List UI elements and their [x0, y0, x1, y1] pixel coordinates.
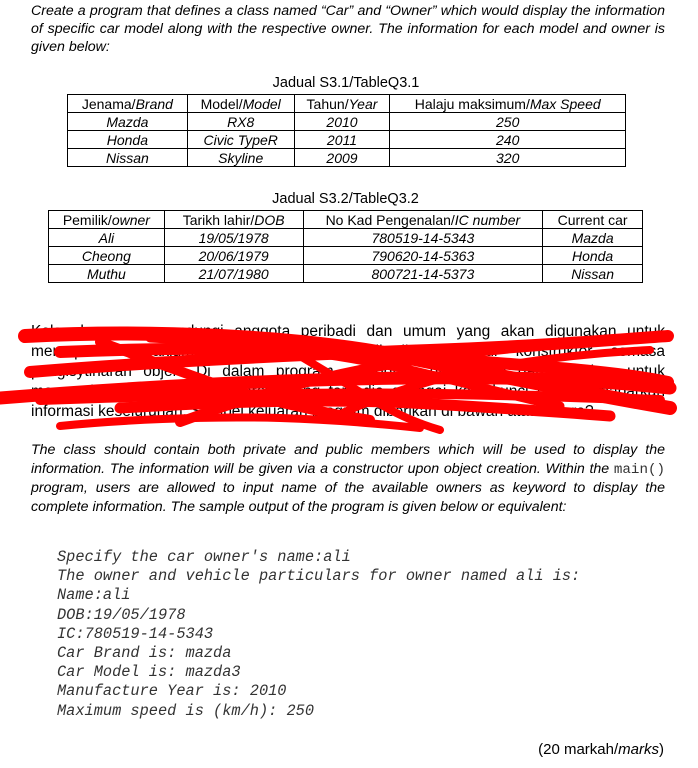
table-cell: Honda [543, 247, 643, 265]
table-cell: 19/05/1978 [164, 229, 303, 247]
column-header-label: Halaju maksimum/ [414, 95, 530, 112]
table-cell: Ali [49, 229, 165, 247]
table-cell: Honda [68, 131, 188, 149]
table-cell: 240 [390, 131, 626, 149]
table-cell: 780519-14-5343 [303, 229, 543, 247]
malay-text: Kelas harus mengandungi anggota peribadi dan umum yang akan digunakan untuk memaparkan maklumat. Maklumat akan diberikan melalui konstruktor semasa pengisytiharan objek. Di dalam program, pengguna dibenarkan dan diizinkan untuk memasukkan nama pemilik kereta yang tersedia sebagai kata kunci bagi memaparkan informasi keseluruhan. Sampel keluaran program diberikan di bawah atau setara? [31, 323, 665, 420]
table-cell: 790620-14-5363 [303, 247, 543, 265]
output-line: Car Brand is: mazda [57, 644, 232, 663]
marks-close: ) [659, 741, 664, 758]
column-header-label: Tahun/ [306, 95, 349, 112]
intro-text: Create a program that defines a class named “Car” and “Owner” which would display the information of specific car model along with the respective owner. The information for each model and owner is given below: [31, 3, 665, 55]
column-header-en: IC number [454, 211, 521, 228]
output-line: Car Model is: mazda3 [57, 663, 241, 682]
column-header-label: Pemilik/ [62, 211, 112, 228]
output-line: Maximum speed is (km/h): 250 [57, 701, 315, 720]
table2-caption: Jadual S3.2/TableQ3.2 [272, 191, 419, 207]
table-cell: Civic TypeR [187, 131, 294, 149]
table1-caption: Jadual S3.1/TableQ3.1 [272, 75, 420, 91]
column-header-label: Model/ [200, 95, 243, 112]
table-cell: Nissan [68, 149, 188, 167]
marks-main: (20 markah/ [538, 741, 619, 758]
column-header-label: No Kad Pengenalan/ [325, 211, 455, 228]
column-header-en: Max Speed [529, 95, 601, 112]
output-line: Specify the car owner's name:ali [57, 548, 351, 566]
output-line: The owner and vehicle particulars for owner named ali is: [57, 567, 581, 586]
english-text-1: The class should contain both private and public members which will be used to display the information. The information will be given via a constructor upon object creation. Within the [31, 442, 665, 477]
column-header-en: Brand [135, 95, 173, 112]
table-cell: 320 [390, 149, 626, 167]
table-cell: 21/07/1980 [164, 265, 303, 283]
column-header-label: Jenama/ [81, 95, 136, 112]
column-header-en: DOB [254, 211, 285, 228]
english-text-2: program, users are allowed to input name of the available owners as keyword to display the complete information. The sample output of the program is given below or equivalent: [31, 480, 665, 515]
table-cell: Mazda [543, 229, 643, 247]
english-paragraph [31, 441, 665, 516]
table-cell: 2010 [294, 113, 390, 131]
column-header-label: Tarikh lahir/ [182, 211, 255, 228]
table-cell: Skyline [187, 149, 294, 167]
table-cell: 2009 [294, 149, 390, 167]
main-function-code: main() [613, 461, 665, 478]
table-cell: Muthu [49, 265, 165, 283]
table-cell: Cheong [49, 247, 165, 265]
output-line: Manufacture Year is: 2010 [57, 682, 287, 701]
table-cell: 2011 [294, 131, 390, 149]
output-line: Name:ali [57, 586, 131, 605]
column-header-label: Current car [557, 211, 628, 228]
output-line: DOB:19/05/1978 [57, 605, 186, 624]
table-cell: 800721-14-5373 [303, 265, 543, 283]
table-cell: 20/06/1979 [164, 247, 303, 265]
table-cell: Nissan [543, 265, 643, 283]
table-cell: 250 [390, 113, 626, 131]
table-cell: Mazda [68, 113, 188, 131]
marks-en: marks [618, 741, 659, 758]
sample-output [57, 548, 580, 721]
output-line: IC:780519-14-5343 [57, 624, 214, 643]
column-header-en: owner [111, 211, 150, 228]
table-cell: RX8 [187, 113, 294, 131]
marks-label [538, 741, 664, 758]
column-header-en: Model [242, 95, 281, 112]
column-header-en: Year [348, 95, 378, 112]
